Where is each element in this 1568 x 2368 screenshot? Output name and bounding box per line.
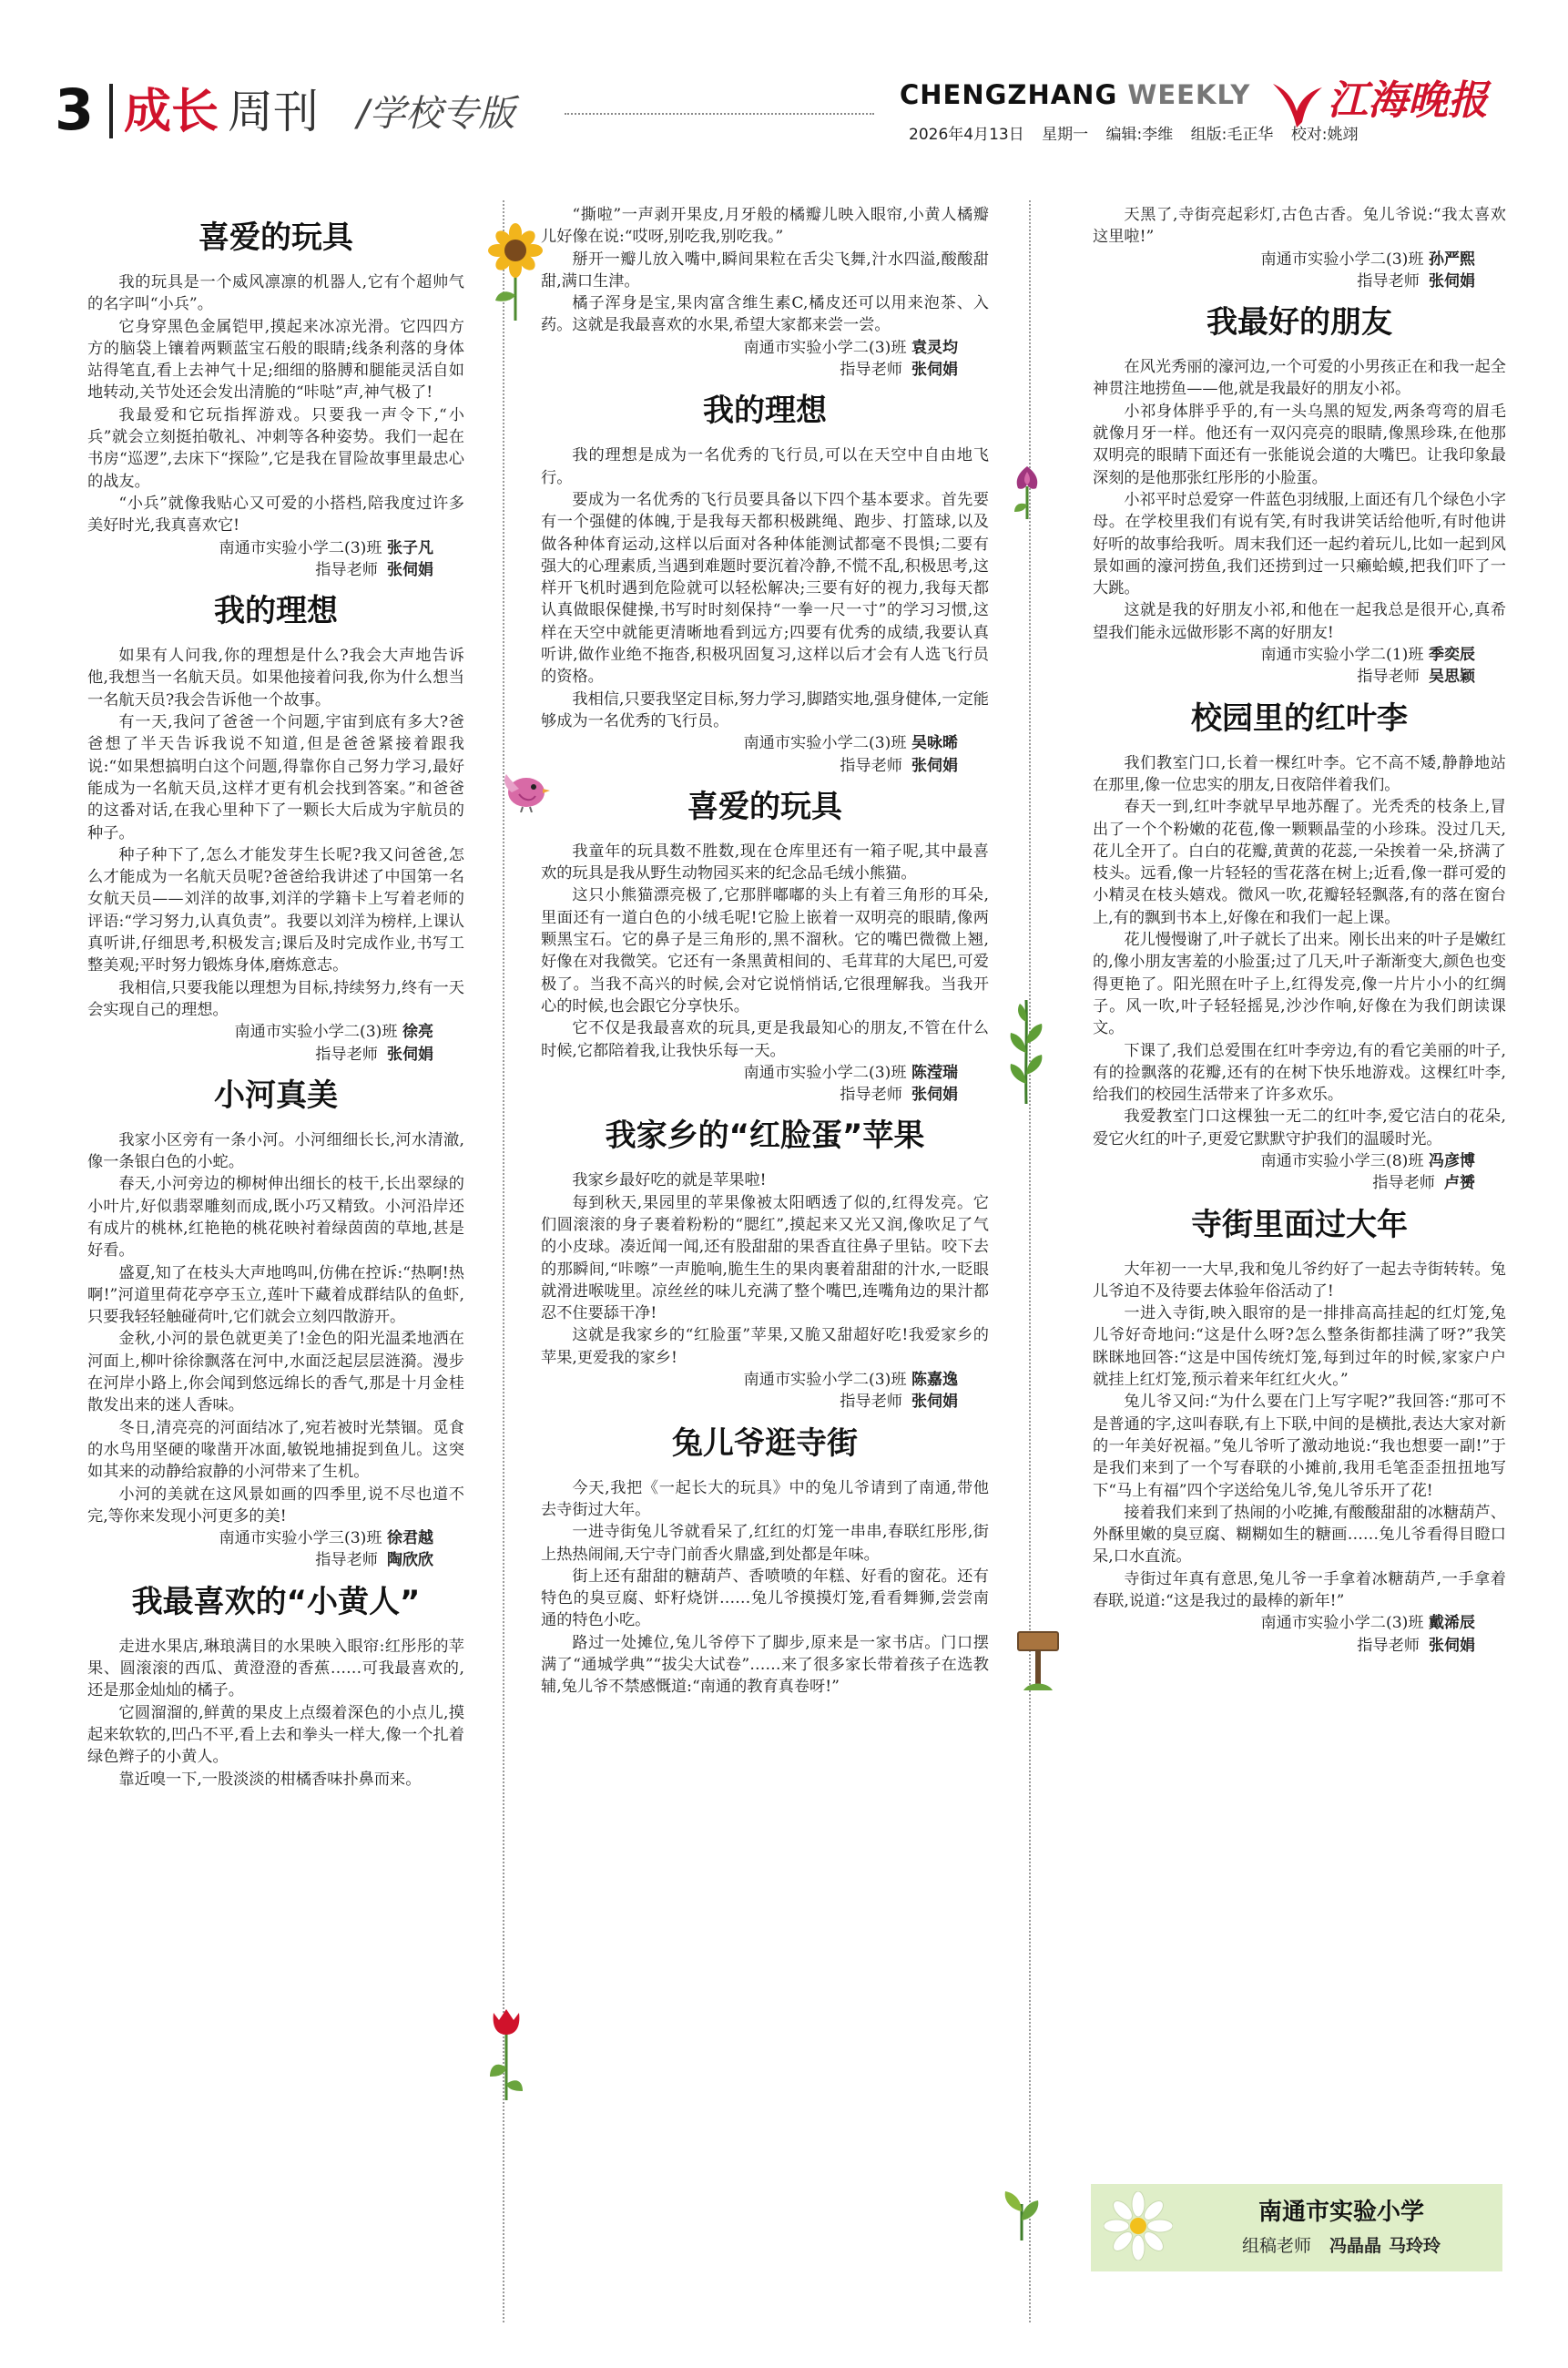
paragraph: 有一天,我问了爸爸一个问题,宇宙到底有多大?爸爸想了半天告诉我说不知道,但是爸爸紧接着跟我说:“如果想搞明白这个问题,得靠你自己努力学习,最好能成为一名航天员,这样才更有机会找到答案。”和爸爸的这番对话,在我心里种下了一颗长大后成为宇航员的种子。 [87, 713, 464, 842]
teacher-name: 张伺娟 [911, 1393, 958, 1412]
teacher-name: 陶欣欣 [387, 1551, 433, 1570]
article-title: 校园里的红叶李 [1191, 699, 1408, 737]
article-title: 我的理想 [703, 393, 827, 430]
paragraph: 我相信,只要我能以理想为目标,持续努力,终有一天会实现自己的理想。 [87, 978, 464, 1019]
credit-editor-name: 冯晶晶 [1329, 2236, 1381, 2256]
article [1093, 301, 1506, 688]
newspaper-name: 江海晚报 [1328, 77, 1488, 124]
paragraph: 下课了,我们总爱围在红叶李旁边,有的看它美丽的叶子,有的捡飘落的花瓣,还有的在树下快乐地游戏。这棵红叶李,给我们的校园生活带来了许多欢乐。 [1093, 1041, 1506, 1105]
paragraph: 我最爱和它玩指挥游戏。只要我一声令下,“小兵”就会立刻挺拍敬礼、冲刺等各种姿势。我们一起在书房“巡逻”,去床下“探险”,它是我在冒险故事里最忠心的战友。 [87, 405, 464, 491]
article [87, 1581, 464, 1791]
author-line [1093, 1150, 1506, 1172]
page-number: 3 [55, 77, 95, 143]
sprout-icon [1000, 2184, 1044, 2242]
school-class: 南通市实验小学二(3)班 [234, 1023, 398, 1042]
brand-school: /学校专版 [357, 93, 515, 135]
teacher-label: 指导老师 [315, 1551, 378, 1570]
paragraph: 如果有人问我,你的理想是什么?我会大声地告诉他,我想当一名航天员。如果他接着问我,你为什么想当一名航天员?我会告诉他一个故事。 [87, 647, 464, 709]
school-class: 南通市实验小学三(8)班 [1260, 1151, 1424, 1170]
signpost-icon [1014, 1625, 1062, 1690]
paragraph: 走进水果店,琳琅满目的水果映入眼帘:红彤彤的苹果、圆滚滚的西瓜、黄澄澄的香蕉……可我最喜欢的,还是那金灿灿的橘子。 [87, 1637, 464, 1700]
article [87, 217, 464, 581]
paragraph: 在风光秀丽的濠河边,一个可爱的小男孩正在和我一起全神贯注地捞鱼——他,就是我最好的朋友小祁。 [1093, 358, 1506, 399]
article-title: 寺街里面过大年 [1191, 1206, 1408, 1243]
newspaper-logo [1269, 73, 1515, 131]
paragraph: 我们教室门口,长着一棵红叶李。它不高不矮,静静地站在那里,像一位忠实的朋友,日夜陪伴着我们。 [1093, 753, 1506, 794]
article-title: 喜爱的玩具 [199, 219, 353, 256]
brand-sub: 周刊 [228, 86, 319, 138]
paragraph: 我爱教室门口这棵独一无二的红叶李,爱它洁白的花朵,爱它火红的叶子,更爱它默默守护我们的温暖时光。 [1093, 1107, 1506, 1148]
author-name: 陈滢瑞 [911, 1063, 958, 1082]
teacher-line [87, 1549, 464, 1571]
teacher-name: 张伺娟 [1429, 271, 1475, 291]
paragraph: 要成为一名优秀的飞行员要具备以下四个基本要求。首先要有一个强健的体魄,于是我每天都积极跳绳、跑步、打篮球,以及做各种体育运动,这样以后面对各种体能测试都毫不畏惧;二要有强大的心理素质,当遇到难题时要沉着冷静,不慌不乱,积极思考,这样开飞机时遇到危险就可以轻松解决;三要有好的视力,我每天都认真做眼保健操,书写时时刻保持“一拳一尺一寸”的学习习惯,这样在天空中就能更清晰地看到远方;四要有优秀的成绩,我要认真听讲,做作业绝不拖沓,积极巩固复习,这样以后才会有人选飞行员的资格。 [541, 490, 989, 687]
paragraph: 它圆溜溜的,鲜黄的果皮上点缀着深色的小点儿,摸起来软软的,凹凸不平,看上去和拳头一样大,像一个扎着绿色辫子的小黄人。 [87, 1703, 464, 1767]
credit-editor-name: 马玲玲 [1389, 2236, 1441, 2256]
paragraph: 金秋,小河的景色就更美了!金色的阳光温柔地洒在河面上,柳叶徐徐飘落在河中,水面泛起层层涟漪。漫步在河岸小路上,你会闻到悠远绵长的香气,那是十月金桂散发出来的迷人香味。 [87, 1330, 464, 1415]
leaf-vine-icon [1005, 996, 1047, 1106]
author-name: 孙严熙 [1429, 250, 1475, 269]
author-line [87, 537, 464, 559]
paragraph: 它不仅是我最喜欢的玩具,更是我最知心的朋友,不管在什么时候,它都陪着我,让我快乐每一天。 [541, 1019, 989, 1060]
paragraph: 这就是我的好朋友小祁,和他在一起我总是很开心,真希望我们能永远做形影不离的好朋友! [1093, 601, 1506, 642]
credit-box [1091, 2184, 1502, 2271]
sunflower-icon [486, 222, 545, 322]
paragraph: 寺街过年真有意思,兔儿爷一手拿着冰糖葫芦,一手拿着春联,说道:“这是我过的最棒的新年!” [1093, 1569, 1506, 1611]
paragraph: “小兵”就像我贴心又可爱的小搭档,陪我度过许多美好时光,我真喜欢它! [87, 494, 464, 536]
author-name: 戴浠辰 [1429, 1614, 1475, 1633]
school-class: 南通市实验小学二(3)班 [743, 1371, 907, 1390]
brand-divider [109, 84, 113, 138]
school-class: 南通市实验小学二(3)班 [743, 734, 907, 753]
article-title: 兔儿爷逛寺街 [672, 1424, 858, 1462]
credit-label: 组稿老师 [1241, 2236, 1311, 2256]
swallow-logo-icon [1269, 75, 1326, 129]
masthead [0, 0, 1568, 182]
paragraph: 我童年的玩具数不胜数,现在仓库里还有一箱子呢,其中最喜欢的玩具是我从野生动物园买来的纪念品毛绒小熊猫。 [541, 842, 989, 883]
teacher-label: 指导老师 [840, 361, 902, 380]
teacher-label: 指导老师 [315, 560, 378, 579]
article-title: 我最喜欢的“小黄人” [131, 1583, 421, 1620]
issue-date: 2026年4月13日 [909, 126, 1024, 144]
school-class: 南通市实验小学二(3)班 [219, 538, 382, 557]
teacher-line [87, 1044, 464, 1066]
paragraph: 橘子浑身是宝,果肉富含维生素C,橘皮还可以用来泡茶、入药。这就是我最喜欢的水果,希望大家都来尝一尝。 [541, 294, 989, 335]
author-line [541, 337, 989, 359]
teacher-line [1093, 270, 1506, 292]
teacher-label: 指导老师 [840, 1086, 902, 1105]
teacher-label: 指导老师 [1372, 1174, 1435, 1193]
author-line [541, 732, 989, 754]
purple-flower-icon [1007, 463, 1047, 521]
article-continuation [1093, 204, 1506, 292]
paragraph: 一进入寺街,映入眼帘的是一排排高高挂起的红灯笼,兔儿爷好奇地问:“这是什么呀?怎么整条街都挂满了呀?”我笑眯眯地回答:“这是中国传统灯笼,每到过年的时候,家家户户就挂上红灯笼,预示着来年红红火火。” [1093, 1304, 1506, 1390]
paragraph: 小河的美就在这风景如画的四季里,说不尽也道不完,等你来发现小河更多的美! [87, 1485, 464, 1526]
paragraph: 种子种下了,怎么才能发芽生长呢?我又问爸爸,怎么才能成为一名航天员呢?爸爸给我讲述了中国第一名女航天员——刘洋的故事,刘洋的学籍卡上写着老师的评语:“学习努力,认真负责”。我要以刘洋为榜样,上课认真听讲,仔细思考,积极发言;课后及时完成作业,书写工整美观;平时努力锻炼身体,磨炼意志。 [87, 845, 464, 975]
teacher-name: 卢赟 [1444, 1174, 1475, 1193]
teacher-line [1093, 1172, 1506, 1194]
teacher-line [1093, 666, 1506, 688]
paragraph: 靠近嗅一下,一股淡淡的柑橘香味扑鼻而来。 [118, 1770, 422, 1789]
author-name: 吴咏晞 [911, 734, 958, 753]
teacher-label: 指导老师 [1357, 668, 1420, 687]
school-class: 南通市实验小学二(3)班 [743, 338, 907, 357]
weekly-en-b: WEEKLY [1127, 79, 1251, 110]
teacher-label: 指导老师 [840, 756, 902, 775]
teacher-line [87, 559, 464, 581]
paragraph: 春天,小河旁边的柳树伸出细长的枝干,长出翠绿的小叶片,好似翡翠雕刻而成,既小巧又精致。小河沿岸还有成片的桃林,红艳艳的桃花映衬着绿茵茵的草地,甚是好看。 [87, 1175, 464, 1261]
school-class: 南通市实验小学二(3)班 [1260, 1614, 1424, 1633]
teacher-label: 指导老师 [315, 1045, 378, 1064]
author-line [541, 1369, 989, 1391]
teacher-label: 指导老师 [1357, 271, 1420, 291]
article-title: 我的理想 [214, 593, 338, 630]
school-class: 南通市实验小学二(1)班 [1260, 646, 1424, 665]
paragraph: 天黑了,寺街亮起彩灯,古色古香。兔儿爷说:“我太喜欢这里啦!” [1093, 206, 1506, 247]
school-class: 南通市实验小学三(3)班 [219, 1529, 382, 1548]
teacher-line [541, 1391, 989, 1413]
column-2 [541, 204, 989, 1708]
author-line [1093, 644, 1506, 666]
teacher-line [541, 755, 989, 777]
paragraph: 我家乡最好吃的就是苹果啦! [572, 1171, 767, 1190]
paragraph: 我的玩具是一个威风凛凛的机器人,它有个超帅气的名字叫“小兵”。 [87, 273, 464, 314]
layout-credit: 组版:毛正华 [1190, 126, 1274, 144]
paragraph: 我家小区旁有一条小河。小河细细长长,河水清澈,像一条银白色的小蛇。 [87, 1130, 464, 1172]
author-name: 徐君越 [387, 1529, 433, 1548]
bird-icon [499, 765, 552, 812]
paragraph: 每到秋天,果园里的苹果像被太阳晒透了似的,红得发亮。它们圆滚滚的身子裹着粉粉的“腮红”,摸起来又光又润,像吹足了气的小皮球。凑近闻一闻,还有股甜甜的果香直往鼻子里钻。咬下去的那瞬间,“咔嚓”一声脆响,脆生生的果肉裹着甜甜的汁水,一眨眼就滑进喉咙里。凉丝丝的味儿充满了整个嘴巴,连嘴角边的果汁都忍不住要舔干净! [541, 1193, 989, 1323]
article [1093, 1204, 1506, 1657]
author-line [87, 1021, 464, 1043]
paragraph: 大年初一一大早,我和兔儿爷约好了一起去寺街转转。兔儿爷迫不及待要去体验年俗活动了! [1093, 1260, 1506, 1301]
teacher-name: 吴思颖 [1429, 668, 1475, 687]
article-title: 我最好的朋友 [1207, 304, 1392, 342]
paragraph: 春天一到,红叶李就早早地苏醒了。光秃秃的枝条上,冒出了一个个粉嫩的花苞,像一颗颗晶莹的小珍珠。没过几天,花儿全开了。白白的花瓣,黄黄的花蕊,一朵挨着一朵,挤满了枝头。远看,像一片轻轻的雪花落在树上;近看,像一群可爱的小精灵在枝头嬉戏。微风一吹,花瓣轻轻飘落,有的落在窗台上,有的飘到书本上,好像在和我们一起上课。 [1093, 798, 1506, 927]
article [541, 1115, 989, 1413]
credit-editors [1191, 2233, 1492, 2259]
article [1093, 698, 1506, 1195]
teacher-label: 指导老师 [1357, 1636, 1420, 1655]
author-name: 陈嘉逸 [911, 1371, 958, 1390]
paragraph: 小祁身体胖乎乎的,有一头乌黑的短发,两条弯弯的眉毛就像月牙一样。他还有一双闪亮亮的眼睛,像黑珍珠,在他那双明亮的眼睛下面还有一张能说会道的大嘴巴。让我印象最深刻的是他那张红彤彤的小脸蛋。 [1093, 402, 1506, 487]
paragraph: 兔儿爷又问:“为什么要在门上写字呢?”我回答:“那可不是普通的字,这叫春联,有上下联,中间的是横批,表达大家对新的一年美好祝福。”兔儿爷听了激动地说:“我也想要一副!”于是我们来到了一个写春联的小摊前,我用毛笔歪歪扭扭地写下“马上有福”四个字送给兔儿爷,兔儿爷乐开了花! [1093, 1393, 1506, 1500]
weekly-english-title [900, 78, 1250, 111]
paragraph: 路过一处摊位,兔儿爷停下了脚步,原来是一家书店。门口摆满了“通城学典”“拔尖大试卷”……来了很多家长带着孩子在选教辅,兔儿爷不禁感慨道:“南通的教育真卷呀!” [541, 1633, 989, 1697]
teacher-line [541, 359, 989, 381]
author-name: 季奕辰 [1429, 646, 1475, 665]
article [87, 1075, 464, 1572]
issue-weekday: 星期一 [1042, 126, 1089, 144]
weekly-en-a: CHENGZHANG [900, 79, 1118, 110]
school-class: 南通市实验小学二(3)班 [743, 1063, 907, 1082]
article-title: 小河真美 [214, 1077, 338, 1114]
paragraph: 花儿慢慢谢了,叶子就长了出来。刚长出来的叶子是嫩红的,像小朋友害羞的小脸蛋;过了几天,叶子渐渐变大,颜色也变得更艳了。阳光照在叶子上,红得发亮,像一片片小小的红绸子。风一吹,叶子轻轻摇晃,沙沙作响,好像在为我们朗读课文。 [1093, 931, 1506, 1038]
paragraph: 小祁平时总爱穿一件蓝色羽绒服,上面还有几个绿色小字母。在学校里我们有说有笑,有时我讲笑话给他听,有时他讲好听的故事给我听。周末我们还一起约着玩儿,比如一起到风景如画的濠河捞鱼,我们还捞到过一只癞蛤蟆,把我们吓了一大跳。 [1093, 490, 1506, 598]
paragraph: 我相信,只要我坚定目标,努力学习,脚踏实地,强身健体,一定能够成为一名优秀的飞行员。 [541, 689, 989, 730]
author-name: 冯彦博 [1429, 1151, 1475, 1170]
author-name: 袁灵均 [911, 338, 958, 357]
paragraph: 它身穿黑色金属铠甲,摸起来冰凉光滑。它四四方方的脑袋上镶着两颗蓝宝石般的眼睛;线条利落的身体站得笔直,看上去神气十足;细细的胳膊和腿能灵活自如地转动,关节处还会发出清脆的“咔哒”声,神气极了! [87, 317, 464, 403]
teacher-name: 张伺娟 [1429, 1636, 1475, 1655]
school-class: 南通市实验小学二(3)班 [1260, 250, 1424, 269]
paragraph: 街上还有甜甜的糖葫芦、香喷喷的年糕、好看的窗花。还有特色的臭豆腐、虾籽烧饼……兔儿爷摸摸灯笼,看看舞狮,尝尝南通的特色小吃。 [541, 1567, 989, 1630]
teacher-name: 张伺娟 [387, 1045, 433, 1064]
brand-main: 成长 [124, 85, 219, 139]
paragraph: 这只小熊猫漂亮极了,它那胖嘟嘟的头上有着三角形的耳朵,里面还有一道白色的小绒毛呢!它脸上嵌着一双明亮的眼睛,像两颗黑宝石。它的鼻子是三角形的,黑不溜秋。它的嘴巴微微上翘,好像在对我微笑。它还有一条黑黄相间的、毛茸茸的大尾巴,可爱极了。当我不高兴的时候,会对它说悄悄话,它很理解我。当我开心的时候,也会跟它分享快乐。 [541, 886, 989, 1016]
article [541, 786, 989, 1107]
teacher-name: 张伺娟 [911, 361, 958, 380]
paragraph: 今天,我把《一起长大的玩具》中的兔儿爷请到了南通,带他去寺街过大年。 [541, 1478, 989, 1519]
dateline [909, 124, 1371, 146]
column-1 [87, 208, 464, 1800]
teacher-line [1093, 1635, 1506, 1657]
paragraph: 这就是我家乡的“红脸蛋”苹果,又脆又甜超好吃!我爱家乡的苹果,更爱我的家乡! [541, 1326, 989, 1367]
paragraph: 我的理想是成为一名优秀的飞行员,可以在天空中自由地飞行。 [541, 446, 989, 487]
article-continuation [541, 204, 989, 381]
column-3 [1093, 204, 1506, 1666]
author-line [541, 1062, 989, 1084]
paragraph: 接着我们来到了热闹的小吃摊,有酸酸甜甜的冰糖葫芦、外酥里嫩的臭豆腐、糊糊如生的糖画……兔儿爷看得目瞪口呆,口水直流。 [1093, 1503, 1506, 1567]
paragraph: 盛夏,知了在枝头大声地鸣叫,仿佛在控诉:“热啊!热啊!”河道里荷花亭亭玉立,莲叶下藏着成群结队的鱼虾,只要我轻轻触碰荷叶,它们就会立刻四散游开。 [87, 1263, 464, 1327]
article [87, 590, 464, 1066]
author-line [87, 1527, 464, 1549]
author-line [1093, 249, 1506, 270]
article [541, 1423, 989, 1699]
daisy-icon [1104, 2191, 1173, 2261]
article-title: 我家乡的“红脸蛋”苹果 [605, 1118, 925, 1155]
header-rule [565, 113, 874, 115]
paragraph: 冬日,清亮亮的河面结冰了,宛若被时光禁锢。觅食的水鸟用坚硬的喙凿开冰面,敏锐地捕捉到鱼儿。这突如其来的动静给寂静的小河带来了生机。 [87, 1418, 464, 1482]
teacher-name: 张伺娟 [911, 1086, 958, 1105]
author-name: 张子凡 [387, 538, 433, 557]
author-line [1093, 1612, 1506, 1634]
article [541, 390, 989, 776]
teacher-label: 指导老师 [840, 1393, 902, 1412]
teacher-line [541, 1084, 989, 1106]
paragraph: 一进寺街兔儿爷就看呆了,红红的灯笼一串串,春联红彤彤,街上热热闹闹,天宁寺门前香火鼎盛,到处都是年味。 [541, 1523, 989, 1564]
paragraph: 掰开一瓣儿放入嘴中,瞬间果粒在舌尖飞舞,汁水四溢,酸酸甜甜,满口生津。 [541, 250, 989, 291]
tulip-icon [486, 2004, 526, 2102]
teacher-name: 张伺娟 [387, 560, 433, 579]
author-name: 徐亮 [402, 1023, 433, 1042]
editor-credit: 编辑:李维 [1105, 126, 1174, 144]
article-title: 喜爱的玩具 [687, 788, 842, 825]
proof-credit: 校对:姚翊 [1290, 126, 1359, 144]
teacher-name: 张伺娟 [911, 756, 958, 775]
paragraph: “撕啦”一声剥开果皮,月牙般的橘瓣儿映入眼帘,小黄人橘瓣儿好像在说:“哎呀,别吃我,别吃我。” [541, 206, 989, 247]
credit-school: 南通市实验小学 [1257, 2199, 1424, 2226]
